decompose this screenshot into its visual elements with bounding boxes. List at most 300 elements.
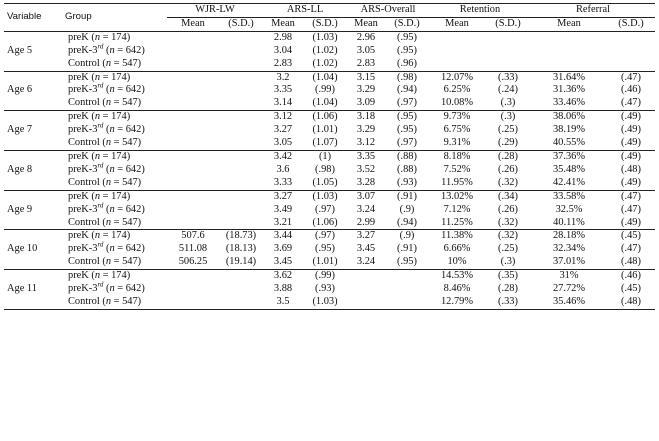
mean-cell: [167, 296, 219, 309]
group-label-part: n: [94, 230, 101, 242]
group-label-part: rd: [97, 42, 104, 51]
group-label-part: rd: [97, 121, 104, 130]
group-label-part: preK-3: [68, 124, 98, 136]
mean-cell: 3.07: [356, 190, 376, 202]
sd-cell: (.94): [397, 84, 417, 96]
table-row: [4, 84, 655, 97]
mean-cell: [167, 190, 219, 203]
sd-cell: (.95): [397, 31, 417, 43]
sd-cell: [485, 45, 531, 58]
mean-cell: 42.41%: [552, 176, 586, 188]
sd-cell: (.98): [397, 71, 417, 83]
mean-cell: 3.05: [356, 44, 376, 56]
table-row: [4, 124, 655, 137]
sd-cell: (.49): [621, 137, 641, 149]
sd-cell: (.32): [498, 176, 518, 188]
sd-cell: (1.04): [312, 71, 338, 83]
sd-cell: [219, 296, 263, 309]
age-label: Age 5: [7, 44, 33, 56]
sd-cell: (.88): [397, 150, 417, 162]
mean-cell: 7.12%: [443, 203, 471, 215]
mean-cell: [347, 296, 385, 309]
mean-cell: 3.12: [273, 111, 293, 123]
sd-cell: [219, 204, 263, 217]
mean-cell: 3.18: [356, 111, 376, 123]
sd-cell: (.96): [397, 57, 417, 69]
group-label-part: = 547): [111, 176, 142, 188]
sd-cell: (.46): [621, 84, 641, 96]
measure-header: ARS-LL: [263, 4, 347, 18]
sd-cell: [219, 177, 263, 190]
table-row: [4, 283, 655, 296]
group-label-part: n: [94, 270, 101, 282]
group-label-part: = 547): [111, 256, 142, 268]
group-label-part: rd: [97, 280, 104, 289]
mean-cell: 3.24: [356, 256, 376, 268]
sd-cell: (.91): [397, 243, 417, 255]
mean-cell: [531, 31, 607, 44]
group-label-part: Control (: [68, 295, 106, 307]
sd-cell: [219, 137, 263, 150]
mean-cell: 3.21: [273, 216, 293, 228]
group-label-part: = 547): [111, 137, 142, 149]
sd-cell: (.33): [498, 71, 518, 83]
mean-cell: [167, 137, 219, 150]
age-label: Age 9: [7, 203, 33, 215]
age-label: Age 11: [7, 283, 37, 295]
group-label-part: = 174): [100, 230, 131, 242]
sd-cell: (.47): [621, 203, 641, 215]
group-label-part: rd: [97, 201, 104, 210]
sd-cell: [219, 190, 263, 203]
age-label: Age 7: [7, 124, 33, 136]
sd-cell: (.48): [621, 256, 641, 268]
group-label-part: n: [94, 150, 101, 162]
mean-cell: [167, 177, 219, 190]
group-label-part: preK (: [68, 111, 95, 123]
mean-cell: 31.36%: [552, 84, 586, 96]
mean-cell: 8.18%: [443, 150, 471, 162]
sd-cell: (.47): [621, 71, 641, 83]
sd-cell: (.25): [498, 243, 518, 255]
mean-cell: 3.5: [276, 295, 290, 307]
mean-cell: 3.24: [356, 203, 376, 215]
measure-header: Referral: [531, 4, 655, 18]
sd-cell: (.29): [498, 137, 518, 149]
group-label: [62, 81, 167, 97]
mean-cell: [347, 283, 385, 296]
sd-cell: [219, 111, 263, 124]
mean-cell: 6.66%: [443, 243, 471, 255]
sd-cell: (.49): [621, 150, 641, 162]
mean-cell: 3.27: [273, 124, 293, 136]
group-label-part: n: [105, 57, 112, 69]
measure-header: Retention: [429, 4, 531, 18]
mean-cell: 35.48%: [552, 163, 586, 175]
mean-cell: 3.88: [273, 283, 293, 295]
sd-cell: [385, 270, 429, 283]
sd-cell: (.25): [498, 124, 518, 136]
mean-cell: 3.2: [276, 71, 290, 83]
group-label-part: preK (: [68, 31, 95, 43]
mean-cell: 2.83: [273, 57, 293, 69]
mean-cell: 40.11%: [553, 216, 585, 228]
sd-cell: (.49): [621, 216, 641, 228]
mean-cell: 2.98: [273, 31, 293, 43]
sd-cell: (1.01): [312, 124, 338, 136]
group-label: [62, 256, 167, 269]
group-label-part: = 174): [100, 270, 131, 282]
mean-cell: [347, 270, 385, 283]
sd-cell: [219, 217, 263, 230]
mean-cell: 3.33: [273, 176, 293, 188]
group-label-part: = 174): [100, 71, 131, 83]
group-label: [62, 217, 167, 230]
group-label-part: n: [105, 256, 112, 268]
mean-cell: 3.14: [273, 97, 293, 109]
group-label-part: preK-3: [68, 283, 98, 295]
sd-cell: (.98): [315, 163, 335, 175]
sd-cell: (.35): [498, 270, 518, 282]
group-label-part: = 174): [100, 31, 131, 43]
table-row: [4, 97, 655, 110]
group-label-part: n: [105, 216, 112, 228]
table-row: [4, 58, 655, 71]
sd-cell: (.9): [399, 230, 415, 242]
sd-cell: [219, 124, 263, 137]
mean-subheader: Mean: [354, 17, 378, 29]
mean-cell: 3.35: [356, 150, 376, 162]
sd-cell: [219, 150, 263, 163]
sd-subheader: (S.D.): [495, 17, 521, 29]
mean-cell: 3.27: [356, 230, 376, 242]
mean-cell: 3.27: [273, 190, 293, 202]
sd-cell: (.48): [621, 163, 641, 175]
sd-cell: (.99): [315, 270, 335, 282]
mean-cell: 11.38%: [441, 230, 473, 242]
mean-cell: 11.95%: [441, 176, 473, 188]
group-label-part: Control (: [68, 57, 106, 69]
sd-cell: (.97): [315, 230, 335, 242]
group-label: [62, 177, 167, 190]
mean-cell: [167, 71, 219, 84]
mean-cell: [429, 31, 485, 44]
sd-cell: [219, 97, 263, 110]
sd-cell: (.32): [498, 216, 518, 228]
group-label-part: rd: [97, 161, 104, 170]
mean-cell: 511.08: [178, 243, 208, 255]
mean-cell: [429, 45, 485, 58]
table-body: [4, 31, 655, 309]
sd-cell: (.97): [397, 97, 417, 109]
sd-cell: (.49): [621, 111, 641, 123]
sd-cell: (1.06): [312, 111, 338, 123]
sd-cell: (.95): [315, 243, 335, 255]
group-label-part: preK (: [68, 150, 95, 162]
mean-cell: 3.45: [273, 256, 293, 268]
group-label-part: preK-3: [68, 163, 98, 175]
table-row: [4, 256, 655, 269]
sd-cell: [219, 45, 263, 58]
mean-cell: 3.6: [276, 163, 290, 175]
sd-cell: (1.07): [312, 137, 338, 149]
mean-cell: 3.29: [356, 124, 376, 136]
mean-cell: 14.53%: [440, 270, 474, 282]
mean-subheader: Mean: [557, 17, 581, 29]
mean-cell: 13.02%: [440, 190, 474, 202]
group-label-part: Control (: [68, 176, 106, 188]
mean-cell: 6.75%: [443, 124, 471, 136]
group-label-part: n: [109, 163, 115, 175]
sd-subheader: (S.D.): [618, 17, 644, 29]
group-label: [62, 296, 167, 309]
sd-cell: [607, 31, 655, 44]
mean-cell: 33.46%: [552, 97, 586, 109]
group-label-part: = 547): [111, 97, 142, 109]
group-label-part: n: [94, 71, 101, 83]
age-label: Age 10: [7, 243, 38, 255]
group-label: [62, 31, 167, 44]
mean-cell: 6.25%: [443, 84, 471, 96]
sd-cell: (.45): [621, 283, 641, 295]
sd-cell: [219, 283, 263, 296]
sd-cell: (1.02): [312, 44, 338, 56]
group-label: [62, 121, 167, 137]
sd-cell: (.26): [498, 163, 518, 175]
sd-cell: (.47): [621, 97, 641, 109]
mean-cell: [167, 58, 219, 71]
group-label-part: n: [94, 31, 101, 43]
sd-cell: [219, 31, 263, 44]
group-label: [62, 240, 167, 256]
group-label: [62, 230, 167, 243]
mean-cell: 506.25: [178, 256, 208, 268]
group-label-part: n: [109, 203, 115, 215]
sd-subheader: (S.D.): [394, 17, 420, 29]
group-label-part: preK (: [68, 270, 95, 282]
group-label-part: n: [94, 190, 101, 202]
group-label-part: n: [109, 84, 115, 96]
group-label-part: = 547): [111, 295, 142, 307]
sd-cell: [219, 84, 263, 97]
group-label-part: (: [103, 124, 110, 136]
mean-cell: 32.34%: [552, 243, 586, 255]
mean-cell: [167, 270, 219, 283]
mean-cell: 11.25%: [441, 216, 473, 228]
mean-cell: [167, 217, 219, 230]
sd-cell: (.97): [397, 137, 417, 149]
mean-cell: 27.72%: [552, 283, 586, 295]
sd-cell: (.32): [498, 230, 518, 242]
mean-cell: [531, 58, 607, 71]
mean-cell: [167, 111, 219, 124]
mean-cell: 9.73%: [443, 111, 471, 123]
sd-cell: (.46): [621, 270, 641, 282]
age-label: Age 6: [7, 84, 33, 96]
sd-cell: [385, 283, 429, 296]
mean-cell: [167, 84, 219, 97]
group-label: [62, 71, 167, 84]
sd-cell: (.24): [498, 84, 518, 96]
group-label-part: rd: [97, 240, 104, 249]
sd-cell: (.95): [397, 256, 417, 268]
sd-subheader: (S.D.): [228, 17, 254, 29]
group-label-part: = 642): [114, 84, 145, 96]
mean-cell: 3.12: [356, 137, 376, 149]
mean-cell: 3.28: [356, 176, 376, 188]
mean-cell: 507.6: [181, 230, 205, 242]
group-label-part: (: [103, 163, 110, 175]
mean-cell: [167, 97, 219, 110]
mean-cell: [167, 204, 219, 217]
age-label: Age 8: [7, 163, 33, 175]
sd-cell: (1.01): [312, 256, 338, 268]
group-label-part: n: [105, 97, 112, 109]
mean-cell: [429, 58, 485, 71]
group-label-part: Control (: [68, 256, 106, 268]
sd-cell: (.47): [621, 243, 641, 255]
mean-cell: 3.29: [356, 84, 376, 96]
mean-subheader: Mean: [271, 17, 295, 29]
group-label-part: n: [109, 243, 115, 255]
group-header: Group: [65, 10, 92, 22]
sd-cell: [385, 296, 429, 309]
sd-cell: (.49): [621, 176, 641, 188]
group-label-part: (: [103, 283, 110, 295]
mean-cell: 37.01%: [552, 256, 586, 268]
sd-cell: [219, 164, 263, 177]
group-label-part: = 642): [114, 283, 145, 295]
sd-cell: (1.06): [312, 216, 338, 228]
sd-cell: (.95): [397, 44, 417, 56]
mean-cell: 2.83: [356, 57, 376, 69]
group-label: [62, 201, 167, 217]
group-label-part: n: [105, 295, 112, 307]
mean-cell: [167, 283, 219, 296]
mean-cell: 32.5%: [555, 203, 583, 215]
sd-cell: [219, 270, 263, 283]
group-label: [62, 161, 167, 177]
mean-cell: 31%: [559, 270, 579, 282]
sd-cell: [607, 58, 655, 71]
mean-cell: 8.46%: [443, 283, 471, 295]
table-row: [4, 177, 655, 190]
sd-cell: (.9): [399, 203, 415, 215]
group-label-part: Control (: [68, 216, 106, 228]
results-table: [4, 3, 655, 310]
group-label: [62, 280, 167, 296]
sd-cell: (1.03): [312, 295, 338, 307]
sd-cell: [219, 71, 263, 84]
group-label: [62, 111, 167, 124]
sd-cell: (18.13): [225, 243, 257, 255]
mean-cell: 3.05: [273, 137, 293, 149]
sd-cell: (.94): [397, 216, 417, 228]
mean-cell: 3.69: [273, 243, 293, 255]
group-label: [62, 190, 167, 203]
mean-cell: [167, 124, 219, 137]
mean-cell: 3.09: [356, 97, 376, 109]
group-label-part: (: [103, 84, 110, 96]
mean-cell: [167, 31, 219, 44]
mean-cell: 3.44: [273, 230, 293, 242]
mean-cell: 31.64%: [552, 71, 586, 83]
mean-cell: 3.52: [356, 163, 376, 175]
sd-cell: (1.03): [312, 190, 338, 202]
group-label-part: = 547): [111, 216, 142, 228]
group-label-part: preK-3: [68, 84, 98, 96]
table-row: [4, 164, 655, 177]
group-label: [62, 137, 167, 150]
group-label: [62, 270, 167, 283]
sd-cell: (.48): [621, 295, 641, 307]
group-label-part: (: [103, 44, 110, 56]
measure-header: WJR-LW: [167, 4, 263, 18]
group-label-part: n: [94, 111, 101, 123]
group-label: [62, 42, 167, 58]
group-label-part: = 547): [111, 57, 142, 69]
table-row: [4, 243, 655, 256]
group-label-part: = 174): [100, 150, 131, 162]
mean-cell: 33.58%: [552, 190, 586, 202]
mean-cell: 3.45: [356, 243, 376, 255]
group-label-part: preK-3: [68, 44, 98, 56]
mean-cell: 28.18%: [552, 230, 586, 242]
group-label-part: preK-3: [68, 203, 98, 215]
mean-cell: 3.35: [273, 84, 293, 96]
mean-cell: [531, 45, 607, 58]
group-label: [62, 97, 167, 110]
sd-cell: (.93): [315, 283, 335, 295]
sd-cell: (.49): [621, 124, 641, 136]
mean-cell: 37.36%: [552, 150, 586, 162]
group-label-part: n: [109, 124, 115, 136]
sd-cell: (.93): [397, 176, 417, 188]
sd-cell: (19.14): [225, 256, 257, 268]
table-row: [4, 45, 655, 58]
group-label-part: preK (: [68, 190, 95, 202]
sd-cell: (.97): [315, 203, 335, 215]
sd-subheader: (S.D.): [312, 17, 338, 29]
mean-cell: [167, 150, 219, 163]
sd-cell: [485, 31, 531, 44]
sd-cell: (.45): [621, 230, 641, 242]
mean-cell: [167, 45, 219, 58]
mean-cell: 12.79%: [440, 295, 474, 307]
mean-subheader: Mean: [445, 17, 469, 29]
sd-cell: (.3): [500, 97, 516, 109]
sd-cell: (18.73): [225, 230, 257, 242]
mean-cell: 3.62: [273, 270, 293, 282]
table-header: [4, 4, 655, 32]
sd-cell: (.47): [621, 190, 641, 202]
group-label-part: preK-3: [68, 243, 98, 255]
group-label-part: = 642): [114, 243, 145, 255]
group-label-part: = 174): [100, 111, 131, 123]
mean-cell: 38.19%: [552, 124, 586, 136]
sd-cell: (1.05): [312, 176, 338, 188]
mean-cell: 38.06%: [552, 111, 586, 123]
mean-cell: 10.08%: [440, 97, 474, 109]
mean-cell: 10%: [447, 256, 467, 268]
mean-subheader: Mean: [181, 17, 205, 29]
group-label-part: (: [103, 243, 110, 255]
group-label-part: (: [103, 203, 110, 215]
table-row: [4, 137, 655, 150]
group-label-part: = 642): [114, 163, 145, 175]
mean-cell: 2.96: [356, 31, 376, 43]
sd-cell: (.26): [498, 203, 518, 215]
